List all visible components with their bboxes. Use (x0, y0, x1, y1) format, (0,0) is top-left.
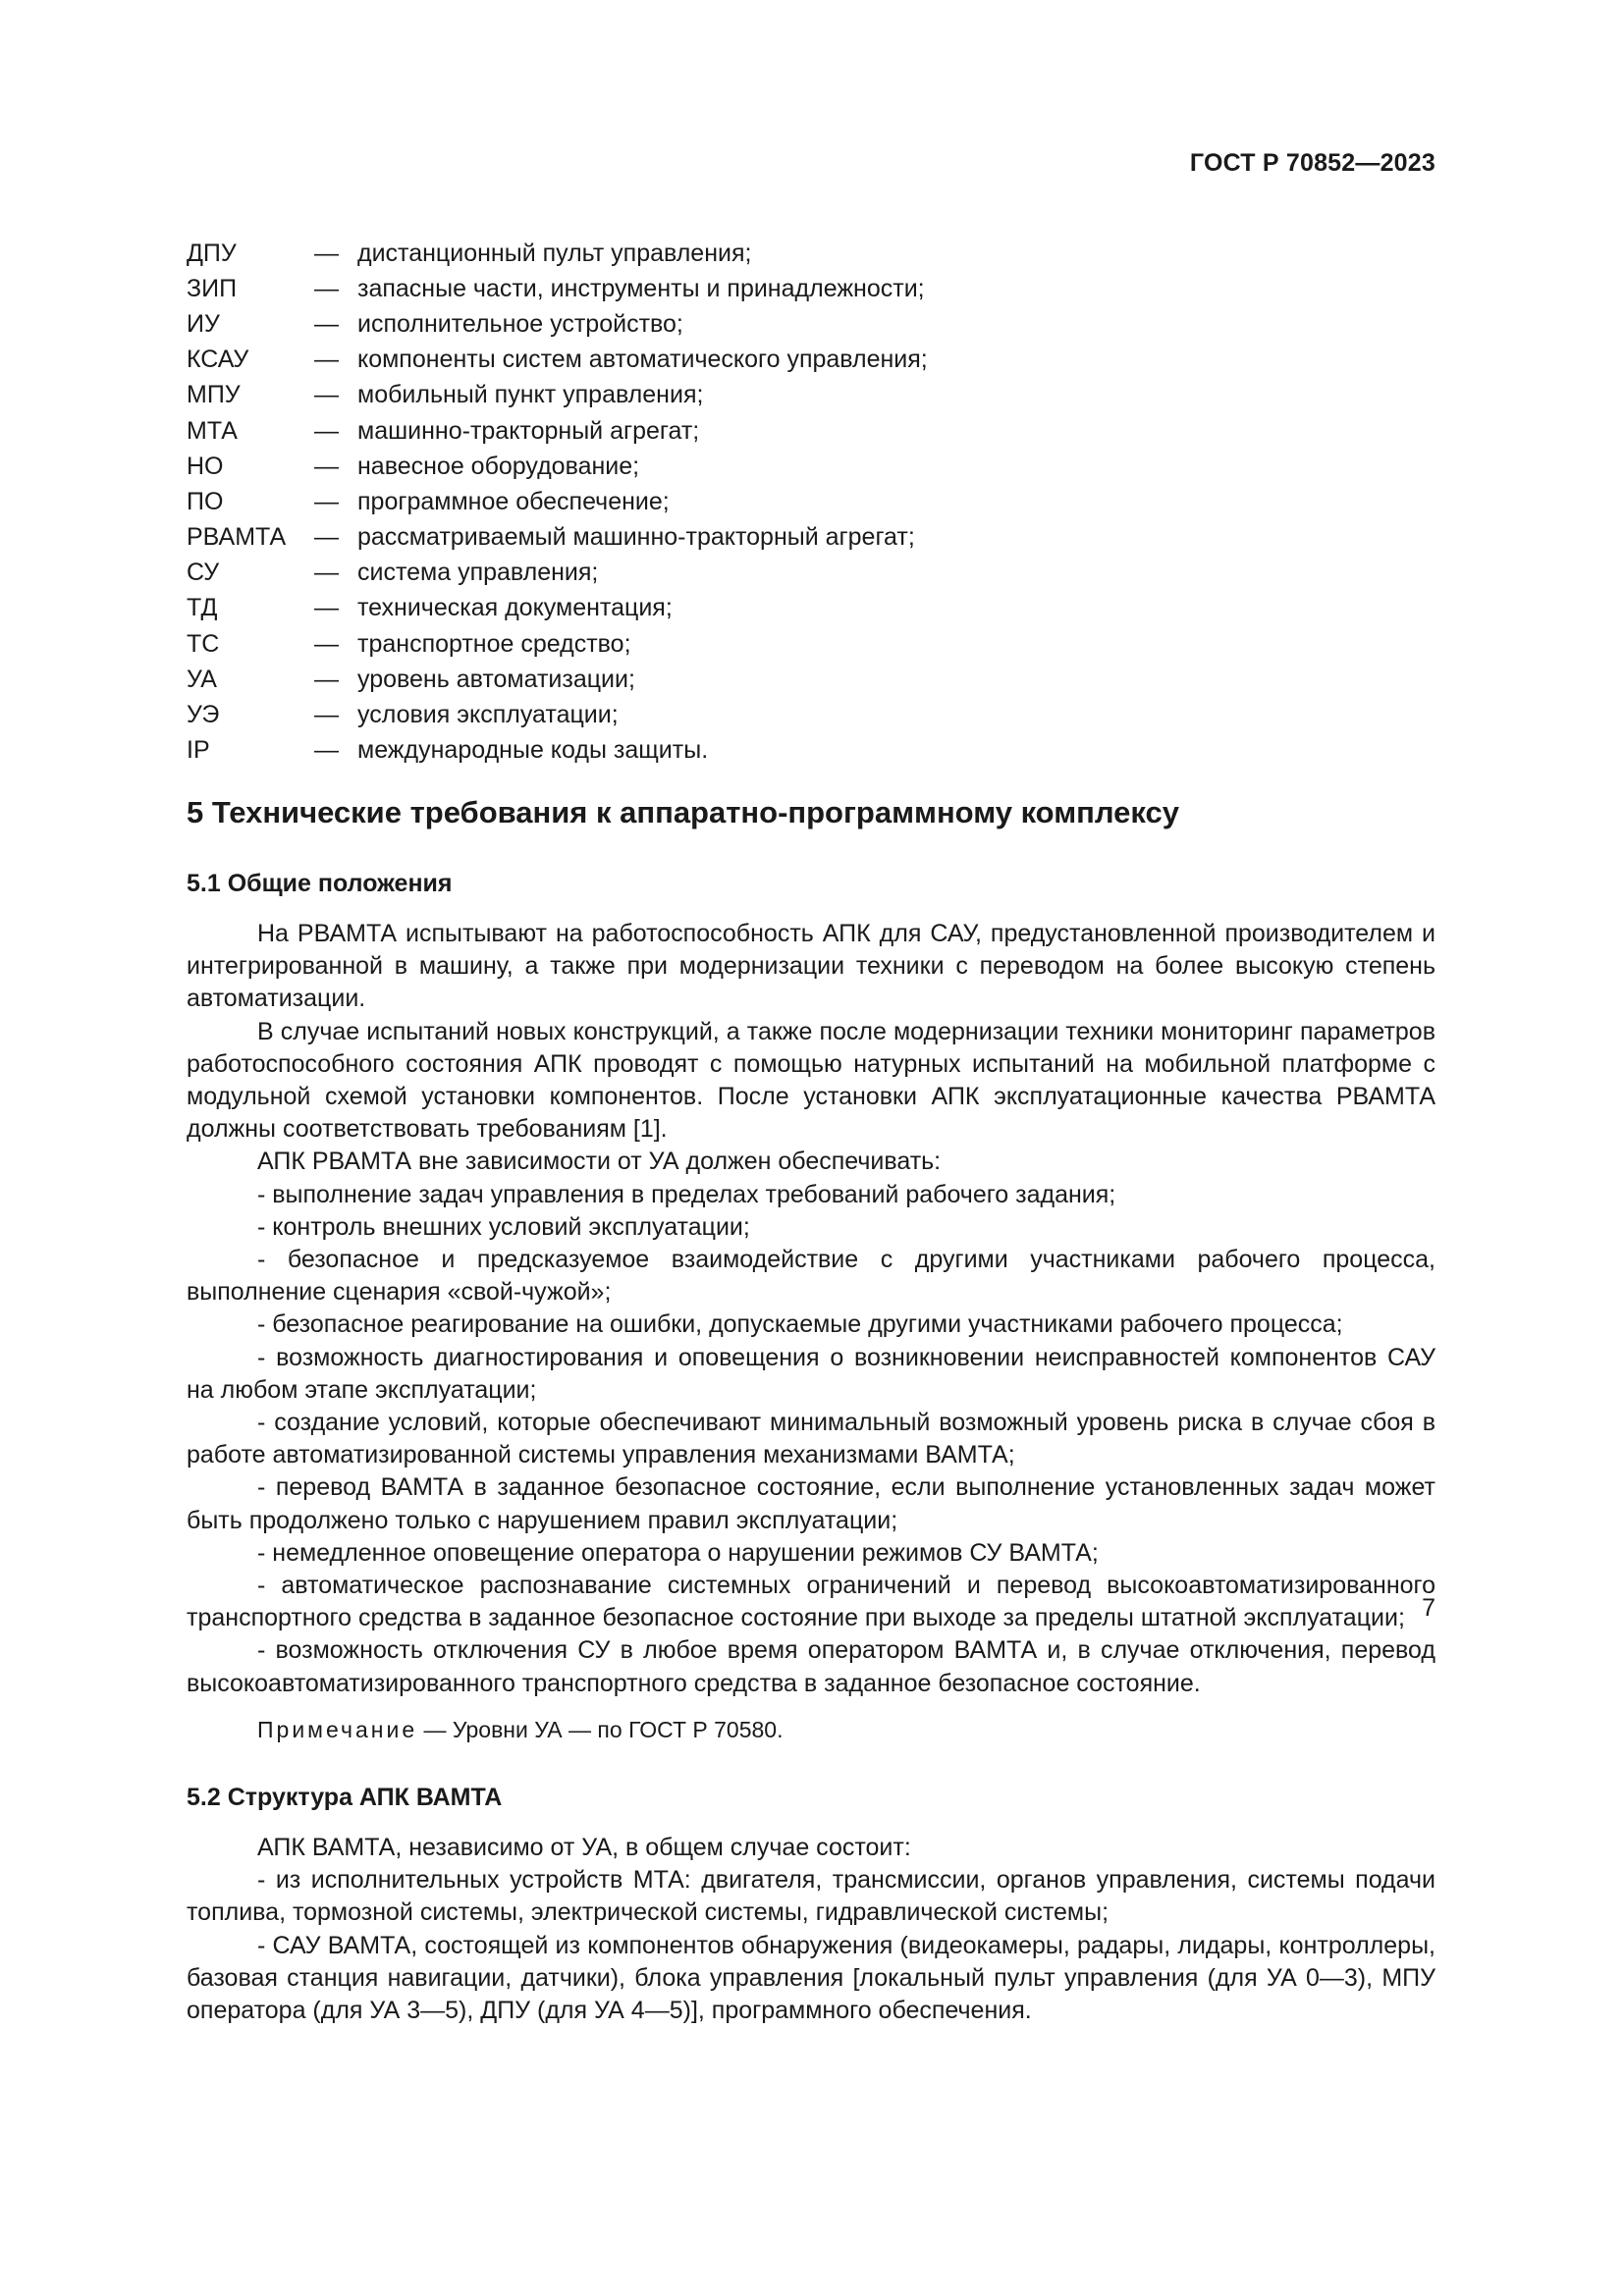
abbreviation-definition: запасные части, инструменты и принадлежности; (357, 274, 925, 302)
abbreviation-term: РВАМТА (187, 523, 287, 552)
abbreviation-dash: — (314, 309, 339, 338)
abbreviation-definition: уровень автоматизации; (357, 665, 635, 693)
abbreviation-definition: условия эксплуатации; (357, 701, 619, 729)
abbreviation-term: МПУ (187, 381, 241, 409)
abbreviation-term: МТА (187, 416, 238, 445)
note-label: Примечание (257, 1716, 418, 1742)
abbreviation-row (187, 662, 928, 697)
abbreviation-term: IP (187, 736, 210, 765)
abbreviation-definition: программное обеспечение; (357, 487, 670, 515)
abbreviation-dash: — (314, 736, 339, 765)
abbreviation-term: НО (187, 452, 224, 480)
abbreviation-term: СУ (187, 559, 220, 587)
section-5-title: 5 Технические требования к аппаратно-программному комплексу (187, 795, 1179, 829)
abbreviation-row (187, 306, 928, 342)
abbreviation-term: УЭ (187, 701, 220, 729)
abbreviation-dash: — (314, 629, 339, 658)
document-code-header: ГОСТ Р 70852—2023 (1189, 149, 1435, 177)
abbreviation-row (187, 556, 928, 591)
abbreviation-dash: — (314, 274, 339, 302)
paragraph: На РВАМТА испытывают на работоспособность АПК для САУ, предустановленной производителем и интегрированной в машину, а также при модернизации техники с переводом на более высокую степень автоматизации. (187, 920, 1435, 1013)
abbreviation-row (187, 378, 928, 413)
abbreviation-dash: — (314, 665, 339, 693)
subsection-5-2-title: 5.2 Структура АПК ВАМТА (187, 1784, 503, 1812)
note-text: — Уровни УА — по ГОСТ Р 70580. (417, 1716, 784, 1742)
abbreviation-definition: дистанционный пульт управления; (357, 239, 752, 267)
abbreviation-term: ЗИП (187, 274, 238, 302)
list-item: - из исполнительных устройств МТА: двигателя, трансмиссии, органов управления, системы подачи топлива, тормозной системы, электрической системы, гидравлической системы; (187, 1866, 1435, 1927)
abbreviation-term: ТД (187, 594, 218, 622)
abbreviation-definition: транспортное средство; (357, 629, 631, 658)
abbreviation-term: УА (187, 665, 217, 693)
list-item: - немедленное оповещение оператора о нарушении режимов СУ ВАМТА; (257, 1538, 1099, 1567)
abbreviation-dash: — (314, 239, 339, 267)
abbreviation-row (187, 520, 928, 556)
abbreviation-definition: навесное оборудование; (357, 452, 640, 480)
list-item: - контроль внешних условий эксплуатации; (257, 1212, 750, 1241)
abbreviation-row (187, 413, 928, 449)
abbreviation-term: ПО (187, 487, 224, 515)
abbreviation-term: ТС (187, 629, 220, 658)
abbreviation-row (187, 697, 928, 732)
abbreviation-dash: — (314, 416, 339, 445)
abbreviation-dash: — (314, 559, 339, 587)
abbreviation-definition: техническая документация; (357, 594, 673, 622)
note (187, 1714, 1435, 1746)
abbreviation-definition: рассматриваемый машинно-тракторный агрегат; (357, 523, 915, 552)
subsection-5-1-title: 5.1 Общие положения (187, 870, 453, 897)
abbreviation-row (187, 271, 928, 306)
abbreviation-dash: — (314, 346, 339, 374)
abbreviation-dash: — (314, 487, 339, 515)
abbreviation-row (187, 343, 928, 378)
abbreviation-definition: система управления; (357, 559, 599, 587)
abbreviation-term: КСАУ (187, 346, 249, 374)
abbreviation-term: ДПУ (187, 239, 237, 267)
list-item: - перевод ВАМТА в заданное безопасное состояние, если выполнение установленных задач может быть продолжено только с нарушением правил эксплуатации; (187, 1473, 1435, 1534)
paragraph: АПК ВАМТА, независимо от УА, в общем случае состоит: (257, 1834, 911, 1862)
abbreviation-definition: компоненты систем автоматического управления; (357, 346, 928, 374)
list-item: - возможность диагностирования и оповещения о возникновении неисправностей компонентов САУ на любом этапе эксплуатации; (187, 1343, 1435, 1404)
list-item: - создание условий, которые обеспечивают минимальный возможный уровень риска в случае сбоя в работе автоматизированной системы управления механизмами ВАМТА; (187, 1409, 1435, 1469)
abbreviation-row (187, 449, 928, 484)
list-item: - САУ ВАМТА, состоящей из компонентов обнаружения (видеокамеры, радары, лидары, контроллеры, базовая станция навигации, датчики), блока управления [локальный пульт управления (для УА 0—3), МПУ оператора (для УА 3—5), ДПУ (для УА 4—5)], программного обеспечения. (187, 1931, 1435, 2025)
abbreviation-dash: — (314, 594, 339, 622)
abbreviation-dash: — (314, 523, 339, 552)
abbreviation-row (187, 484, 928, 519)
abbreviation-definition: мобильный пункт управления; (357, 381, 704, 409)
abbreviation-row (187, 733, 928, 769)
page-number: 7 (1422, 1594, 1435, 1622)
list-item: - безопасное реагирование на ошибки, допускаемые другими участниками рабочего процесса; (257, 1310, 1343, 1339)
paragraph: В случае испытаний новых конструкций, а также после модернизации техники мониторинг параметров работоспособного состояния АПК проводят с помощью натурных испытаний на мобильной платформе с модульной схемой установки компонентов. После установки АПК эксплуатационные качества РВАМТА должны соответствовать требованиям [1]. (187, 1017, 1435, 1144)
abbreviation-dash: — (314, 381, 339, 409)
abbreviation-row (187, 591, 928, 626)
list-item: - безопасное и предсказуемое взаимодействие с другими участниками рабочего процесса, выполнение сценария «свой-чужой»; (187, 1246, 1435, 1307)
abbreviation-definition: международные коды защиты. (357, 736, 709, 765)
abbreviation-list (187, 236, 928, 769)
paragraph: АПК РВАМТА вне зависимости от УА должен обеспечивать: (257, 1148, 942, 1176)
section-5-content (187, 793, 1435, 2027)
abbreviation-definition: машинно-тракторный агрегат; (357, 416, 700, 445)
abbreviation-row (187, 236, 928, 271)
list-item: - возможность отключения СУ в любое время оператором ВАМТА и, в случае отключения, перевод высокоавтоматизированного транспортного средства в заданное безопасное состояние. (187, 1636, 1435, 1697)
list-item: - выполнение задач управления в пределах требований рабочего задания; (257, 1180, 1116, 1208)
abbreviation-row (187, 626, 928, 662)
abbreviation-dash: — (314, 452, 339, 480)
abbreviation-definition: исполнительное устройство; (357, 309, 683, 338)
abbreviation-term: ИУ (187, 309, 220, 338)
list-item: - автоматическое распознавание системных ограничений и перевод высокоавтоматизированного транспортного средства в заданное безопасное состояние при выходе за пределы штатной эксплуатации; (187, 1572, 1435, 1632)
abbreviation-dash: — (314, 701, 339, 729)
